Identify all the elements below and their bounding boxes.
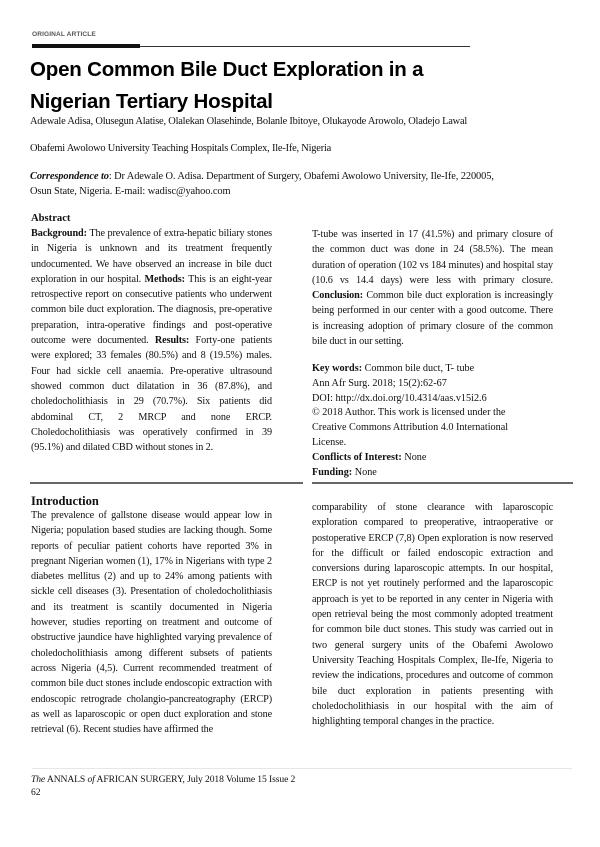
journal-the: The — [31, 774, 46, 785]
article-metadata — [312, 362, 572, 480]
funding — [312, 466, 572, 481]
journal-of: of — [87, 774, 95, 785]
methods-label: Methods: — [144, 273, 185, 285]
conclusion-text: Common bile duct exploration is increasingly being performed in our center with a good outcome. There is increasing adoption of primary closure of the common bile duct in our setting. — [312, 290, 553, 348]
introduction-right-column: comparability of stone clearance with laparoscopic exploration compared to preoperative, intraoperative or postoperative ERCP (7,8) Open exploration is now reserved for the difficult or failed endoscopic extraction and conversions during laparoscopic attempts. In our hospital, ERCP is not yet routinely performed and the laparoscopic approach is yet to be reported in any center in Nigeria with open retrieval being the most commonly adopted treatment for common bile duct stones. This study was carried out in two general surgery units of the Obafemi Awolowo University Teaching Hospitals Complex, Ile-Ife, Nigeria to review the indications, procedures and outcome of common bile duct exploration in patients presenting with choledocholithiasis in our hospital with the aim of highlighting temporal changes in the practice. — [312, 502, 553, 728]
methods-text: This is an eight-year retrospective report on consecutive patients who underwent common bile duct exploration. The diagnosis, pre-operative preparation, intra-operative findings and post-operative outcome were documented. — [31, 273, 273, 347]
keywords-text: Common bile duct, T- tube — [362, 363, 475, 374]
background-text: The prevalence of extra-hepatic biliary stones in Nigeria is unknown and its treatment frequently undocumented. We have observed an increase in bile duct exploration in our hospital. — [31, 228, 272, 285]
conflicts — [312, 451, 572, 466]
article-title — [30, 54, 510, 118]
footer-rule — [32, 768, 572, 769]
header-rule-accent — [32, 44, 140, 48]
funding-text: None — [352, 466, 377, 478]
conflicts-text: None — [401, 451, 427, 463]
introduction-left-column: The prevalence of gallstone disease would appear low in Nigeria; population based studies are lacking though. Some reports of peculiar patient cohorts have reported 3% in pregnant Nigerian women (1), 17% in Nigerians with type 2 diabetes mellitus (2) and up to 24% among patients with sickle cell diseases (3). Presentation of choledocholithiasis and its treatment is scantily documented in Nigeria however, studies reporting on treatment and outcome of obstructive jaundice have highlighted varying prevalence of choledocholithiasis among different subsets of patients across Nigeria (4,5). Current recommended treatment of common bile duct stones include endoscopic extraction with endoscopic retrograde cholangio-pancreatography (ERCP) as well as laparoscopic or open duct exploration and stone retrieval (6). Recent studies have affirmed the — [31, 510, 272, 736]
author-list: Adewale Adisa, Olusegun Alatise, Olalekan Olasehinde, Bolanle Ibitoye, Olukayode Arowolo, Oladejo Lawal — [30, 116, 468, 127]
page-number: 62 — [31, 787, 41, 798]
title-line-1: Open Common Bile Duct Exploration in a — [30, 58, 424, 81]
doi-link[interactable]: DOI: http://dx.doi.org/10.4314/aas.v15i2.6 — [312, 392, 487, 404]
license-line-3: License. — [312, 436, 347, 448]
keywords — [312, 362, 572, 377]
introduction-heading: Introduction — [31, 494, 99, 508]
correspondence-label: Correspondence to — [30, 171, 109, 182]
license-line-2: Creative Commons Attribution 4.0 International — [312, 422, 509, 434]
abstract-divider-right — [312, 482, 573, 484]
journal-line — [31, 773, 295, 786]
funding-label: Funding: — [312, 466, 353, 478]
results-text: Forty-one patients were explored; 33 females (80.5%) and 8 (19.5%) males. Four had sickle cell anaemia. Pre-operative ultrasound showed common duct dilatation in 36 (87.8%), and choledocholithiasis in 29 (70.7%). Six patients did abdominal CT, 2 MRCP and none ERCP. Choledocholithiasis was operatively confirmed in 39 (95.1%) and dilated CBD without stones in 2. — [31, 335, 272, 454]
abstract-left-column — [31, 226, 272, 455]
conclusion-label: Conclusion: — [312, 290, 363, 302]
abstract-heading: Abstract — [31, 213, 71, 224]
license-line-1: © 2018 Author. This work is licensed under the — [312, 407, 506, 419]
conflicts-label: Conflicts of Interest: — [312, 451, 402, 463]
results-label: Results: — [154, 335, 190, 347]
abstract-divider-left — [30, 482, 303, 484]
keywords-label: Key words: — [312, 363, 363, 374]
correspondence — [30, 169, 500, 199]
page-footer — [31, 773, 295, 799]
journal-rest: AFRICAN SURGERY, July 2018 Volume 15 Issue 2 — [94, 774, 296, 785]
results-continued: T-tube was inserted in 17 (41.5%) and primary closure of the common duct was done in 24 (58.5%). The mean duration of operation (102 vs 184 minutes) and hospital stay (10.6 vs 14.4 days) were less with primary closure. — [312, 229, 553, 286]
section-label: ORIGINAL ARTICLE — [32, 31, 96, 38]
citation: Ann Afr Surg. 2018; 15(2):62-67 — [312, 377, 447, 389]
correspondence-text: : Dr Adewale O. Adisa. Department of Surgery, Obafemi Awolowo University, Ile-Ife, 220005, Osun State, Nigeria. E-mail: wadisc@yahoo.com — [30, 171, 494, 197]
abstract-right-column — [312, 227, 553, 349]
background-label: Background: — [31, 228, 87, 239]
title-line-2: Nigerian Tertiary Hospital — [30, 90, 273, 113]
affiliation: Obafemi Awolowo University Teaching Hospitals Complex, Ile-Ife, Nigeria — [30, 143, 332, 154]
journal-annals: ANNALS — [45, 774, 88, 785]
